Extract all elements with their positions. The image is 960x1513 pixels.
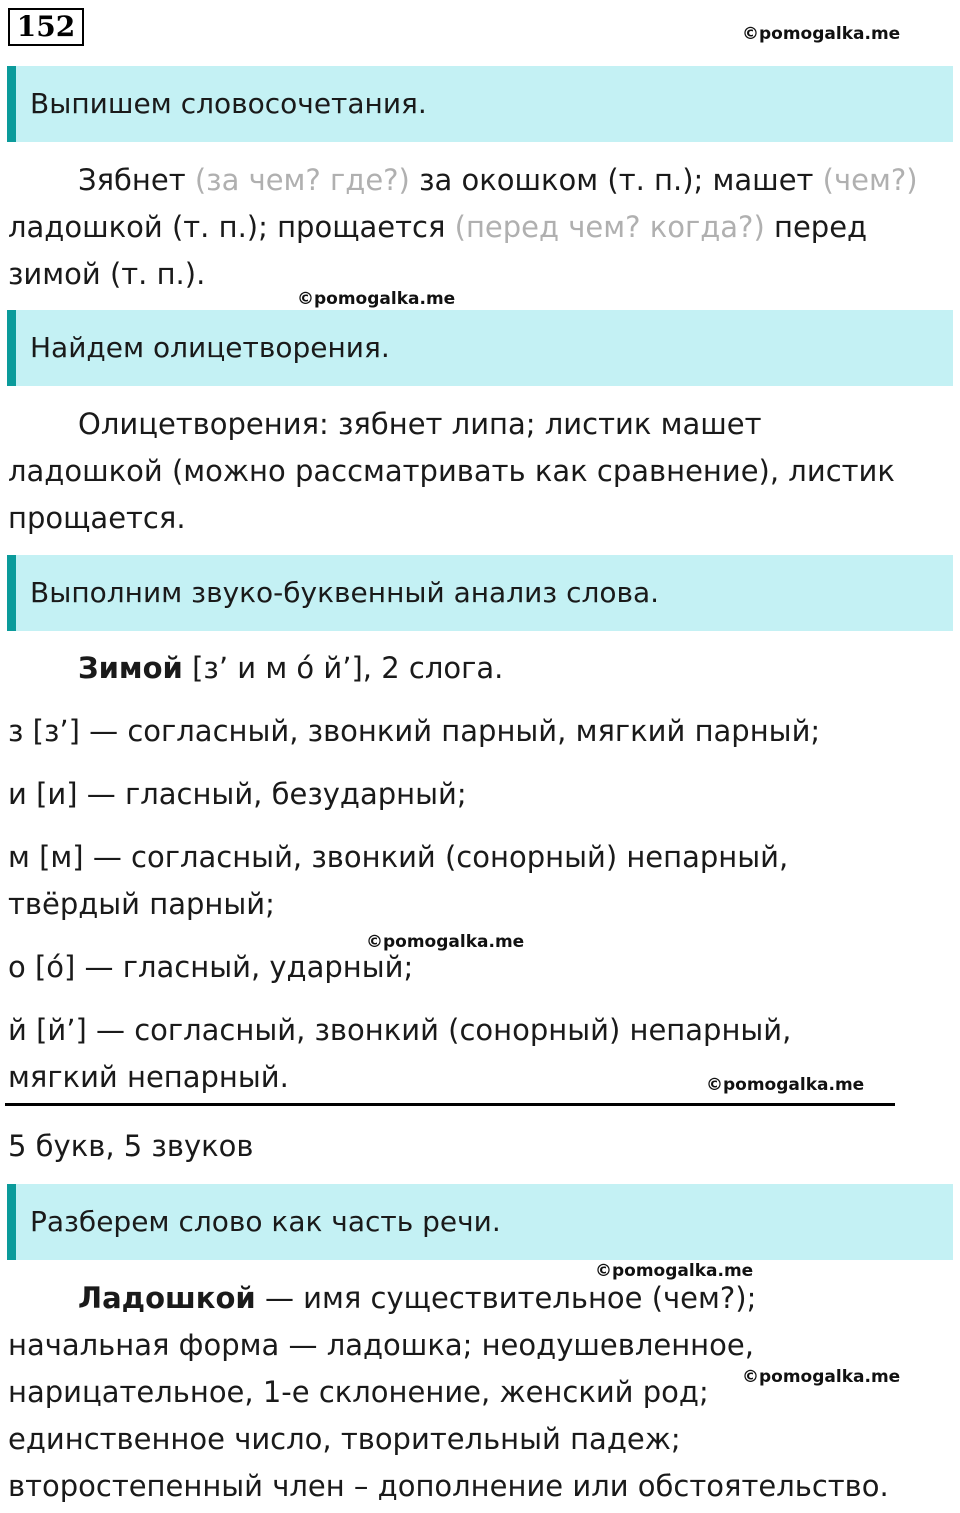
morphology-line2: начальная форма — ладошка; неодушевленное, [8, 1328, 754, 1362]
phrases-paragraph-line2 [8, 204, 908, 251]
sound-row: мягкий непарный. [8, 1060, 289, 1094]
personification-line2: ладошкой (можно рассматривать как сравнение), листик [8, 454, 895, 488]
watermark: ©pomogalka.me [742, 24, 901, 44]
question-hint: (перед чем? когда?) [454, 210, 765, 244]
watermark: ©pomogalka.me [742, 1367, 901, 1387]
morphology-line4: единственное число, творительный падеж; [8, 1422, 681, 1456]
analyzed-word: Ладошкой [78, 1281, 256, 1315]
phonetic-word-line [8, 645, 960, 692]
text: ладошкой (т. п.); прощается [8, 210, 455, 244]
question-hint: (за чем? где?) [194, 163, 410, 197]
sound-row: и [и] — гласный, безударный; [8, 777, 467, 811]
section-header-personification: Найдем олицетворения. [7, 310, 953, 386]
text: — имя существительное (чем?); [255, 1281, 757, 1315]
section-header-morphology: Разберем слово как часть речи. [7, 1184, 953, 1260]
question-hint: (чем?) [822, 163, 918, 197]
personification-line3: прощается. [8, 501, 186, 535]
task-number: 152 [8, 8, 84, 46]
divider [5, 1103, 895, 1106]
text: перед [764, 210, 868, 244]
sound-row: о [о́] — гласный, ударный; [8, 950, 414, 984]
analyzed-word: Зимой [78, 651, 183, 685]
sound-row: м [м] — согласный, звонкий (сонорный) непарный, [8, 840, 789, 874]
watermark: ©pomogalka.me [595, 1261, 754, 1281]
watermark: ©pomogalka.me [366, 932, 525, 952]
morphology-line3: нарицательное, 1-е склонение, женский род; [8, 1375, 709, 1409]
text: Зябнет [78, 163, 186, 197]
morphology-line1 [8, 1275, 960, 1322]
sound-row: твёрдый парный; [8, 887, 275, 921]
personification-line1: Олицетворения: зябнет липа; листик машет [78, 407, 762, 441]
phrases-paragraph [8, 157, 960, 204]
phrases-paragraph-line3: зимой (т. п.). [8, 257, 206, 291]
sound-row: й [й’] — согласный, звонкий (сонорный) непарный, [8, 1013, 792, 1047]
text: за окошком (т. п.); машет [409, 163, 823, 197]
section-header-phrases: Выпишем словосочетания. [7, 66, 953, 142]
watermark: ©pomogalka.me [297, 289, 456, 309]
transcription: [з’ и м о́ й’], 2 слога. [182, 651, 504, 685]
section-header-phonetic: Выполним звуко-буквенный анализ слова. [7, 555, 953, 631]
watermark: ©pomogalka.me [706, 1075, 865, 1095]
morphology-line5: второстепенный член – дополнение или обстоятельство. [8, 1469, 889, 1503]
letters-sounds-summary: 5 букв, 5 звуков [8, 1129, 254, 1163]
sound-row: з [з’] — согласный, звонкий парный, мягкий парный; [8, 714, 821, 748]
